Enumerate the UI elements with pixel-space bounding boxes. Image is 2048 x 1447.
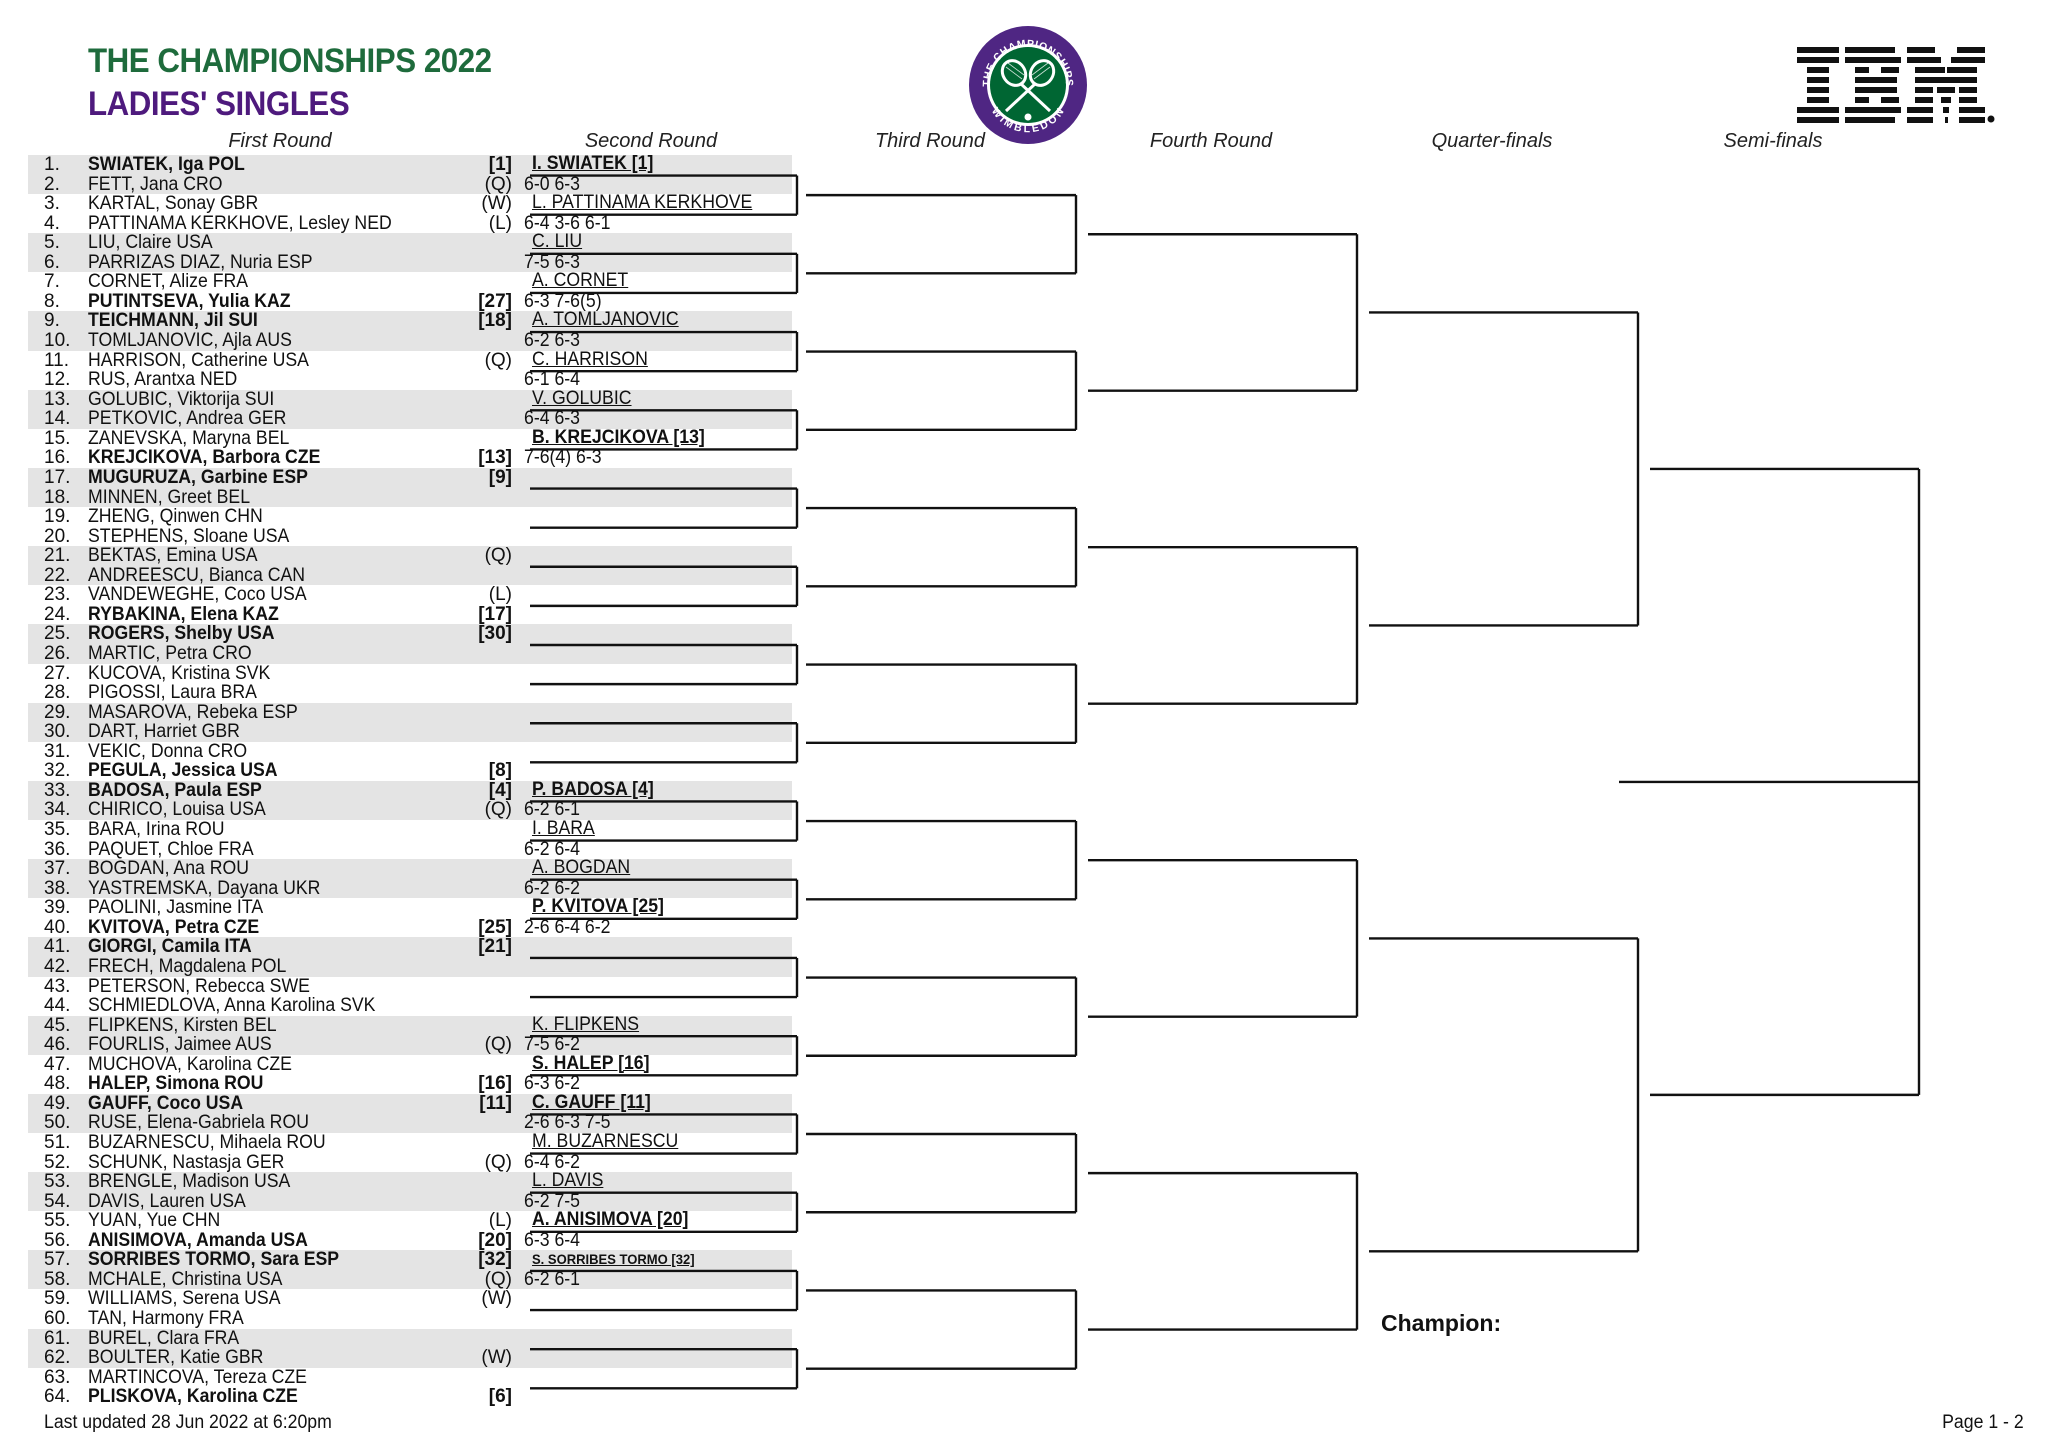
draw-number: 19. bbox=[44, 506, 71, 528]
seed-badge: [13] bbox=[478, 447, 512, 469]
player-name[interactable]: KREJCIKOVA, Barbora CZE bbox=[88, 447, 321, 469]
draw-number: 56. bbox=[44, 1229, 71, 1251]
player-row bbox=[0, 426, 2048, 449]
player-name[interactable]: SWIATEK, Iga POL bbox=[88, 154, 245, 175]
player-row bbox=[0, 1133, 2048, 1153]
player-row bbox=[0, 1387, 2048, 1407]
seed-badge: (W) bbox=[481, 193, 512, 215]
second-round-winner[interactable]: A. ANISIMOVA [20] bbox=[532, 1209, 689, 1231]
player-row bbox=[0, 683, 2048, 703]
second-round-score: 6-2 6-3 bbox=[524, 330, 580, 352]
draw-number: 44. bbox=[44, 995, 71, 1017]
player-row bbox=[0, 1035, 2048, 1055]
draw-number: 34. bbox=[44, 799, 71, 821]
seed-badge: (Q) bbox=[484, 173, 512, 195]
player-name[interactable]: WILLIAMS, Serena USA bbox=[88, 1288, 281, 1310]
seed-badge: [25] bbox=[478, 916, 512, 938]
second-round-score: 7-5 6-2 bbox=[524, 1034, 580, 1056]
draw-number: 49. bbox=[44, 1092, 71, 1114]
draw-number: 60. bbox=[44, 1308, 71, 1330]
player-name[interactable]: KARTAL, Sonay GBR bbox=[88, 193, 259, 215]
player-name[interactable]: ANDREESCU, Bianca CAN bbox=[88, 564, 306, 586]
draw-number: 35. bbox=[44, 819, 71, 841]
player-name[interactable]: DART, Harriet GBR bbox=[88, 721, 240, 743]
player-name[interactable]: BARA, Irina ROU bbox=[88, 819, 225, 841]
draw-number: 12. bbox=[44, 369, 71, 391]
player-name[interactable]: BADOSA, Paula ESP bbox=[88, 779, 262, 801]
second-round-winner[interactable]: C. GAUFF [11] bbox=[532, 1091, 651, 1113]
player-name[interactable]: PETKOVIC, Andrea GER bbox=[88, 408, 287, 430]
draw-number: 61. bbox=[44, 1327, 71, 1349]
player-name[interactable]: TAN, Harmony FRA bbox=[88, 1308, 244, 1330]
player-row bbox=[0, 272, 2048, 292]
player-name[interactable]: HALEP, Simona ROU bbox=[88, 1073, 264, 1095]
player-row bbox=[0, 1091, 2048, 1114]
second-round-score: 6-2 6-2 bbox=[524, 877, 580, 899]
draw-number: 32. bbox=[44, 760, 71, 782]
player-name[interactable]: YUAN, Yue CHN bbox=[88, 1210, 221, 1232]
draw-number: 38. bbox=[44, 877, 71, 899]
seed-badge: [9] bbox=[488, 466, 512, 488]
draw-number: 10. bbox=[44, 330, 71, 352]
player-name[interactable]: BRENGLE, Madison USA bbox=[88, 1171, 291, 1193]
second-round-winner[interactable]: A. BOGDAN bbox=[532, 857, 631, 879]
player-row bbox=[0, 996, 2048, 1016]
seed-badge: [27] bbox=[478, 290, 512, 312]
second-round-score: 6-2 6-4 bbox=[524, 838, 580, 860]
player-name[interactable]: FOURLIS, Jaimee AUS bbox=[88, 1034, 272, 1056]
draw-number: 48. bbox=[44, 1073, 71, 1095]
round-header: First Round bbox=[228, 130, 332, 152]
draw-number: 17. bbox=[44, 466, 71, 488]
player-name[interactable]: MASAROVA, Rebeka ESP bbox=[88, 701, 298, 723]
draw-number: 39. bbox=[44, 897, 71, 919]
player-name[interactable]: RUSE, Elena-Gabriela ROU bbox=[88, 1112, 309, 1134]
draw-number: 41. bbox=[44, 936, 71, 958]
second-round-winner[interactable]: M. BUZARNESCU bbox=[532, 1131, 679, 1152]
player-row bbox=[0, 1153, 2048, 1173]
player-name[interactable]: STEPHENS, Sloane USA bbox=[88, 525, 290, 547]
second-round-score: 6-3 6-4 bbox=[524, 1229, 580, 1251]
second-round-score: 6-4 6-3 bbox=[524, 408, 580, 430]
draw-number: 15. bbox=[44, 427, 71, 449]
draw-number: 13. bbox=[44, 388, 71, 410]
player-row bbox=[0, 703, 2048, 723]
draw-number: 1. bbox=[44, 154, 60, 175]
player-name[interactable]: TEICHMANN, Jil SUI bbox=[88, 310, 258, 332]
player-row bbox=[0, 233, 2048, 253]
player-row bbox=[0, 1013, 2048, 1036]
seed-badge: (W) bbox=[481, 1288, 512, 1310]
player-row bbox=[0, 214, 2048, 234]
player-name[interactable]: ROGERS, Shelby USA bbox=[88, 623, 275, 645]
event-title: LADIES' SINGLES bbox=[88, 85, 350, 123]
draw-number: 40. bbox=[44, 916, 71, 938]
svg-text:THE CHAMPIONSHIPS: THE CHAMPIONSHIPS bbox=[980, 37, 1076, 88]
player-row bbox=[0, 624, 2048, 644]
draw-number: 31. bbox=[44, 740, 71, 762]
seed-badge: [17] bbox=[478, 603, 512, 625]
draw-number: 46. bbox=[44, 1034, 71, 1056]
player-name[interactable]: ANISIMOVA, Amanda USA bbox=[88, 1229, 308, 1251]
seed-badge: [30] bbox=[478, 623, 512, 645]
draw-number: 63. bbox=[44, 1366, 71, 1388]
second-round-score: 6-2 7-5 bbox=[524, 1190, 580, 1212]
player-name[interactable]: CHIRICO, Louisa USA bbox=[88, 799, 266, 821]
player-row bbox=[0, 1113, 2048, 1133]
player-name[interactable]: RYBAKINA, Elena KAZ bbox=[88, 603, 279, 625]
second-round-score: 6-2 6-1 bbox=[524, 1268, 580, 1290]
player-name[interactable]: LIU, Claire USA bbox=[88, 232, 213, 254]
player-name[interactable]: PIGOSSI, Laura BRA bbox=[88, 682, 257, 704]
round-header: Semi-finals bbox=[1723, 130, 1823, 152]
seed-badge: [20] bbox=[478, 1229, 512, 1251]
second-round-score: 7-6(4) 6-3 bbox=[524, 447, 602, 469]
draw-number: 36. bbox=[44, 838, 71, 860]
player-name[interactable]: MCHALE, Christina USA bbox=[88, 1268, 283, 1290]
player-row bbox=[0, 1270, 2048, 1290]
player-row bbox=[0, 546, 2048, 566]
player-name[interactable]: PAQUET, Chloe FRA bbox=[88, 838, 254, 860]
second-round-score: 6-4 3-6 6-1 bbox=[524, 212, 611, 234]
player-name[interactable]: GIORGI, Camila ITA bbox=[88, 936, 252, 958]
player-name[interactable]: ZANEVSKA, Maryna BEL bbox=[88, 427, 290, 449]
player-name[interactable]: BEKTAS, Emina USA bbox=[88, 545, 258, 567]
draw-number: 27. bbox=[44, 662, 71, 684]
player-row bbox=[0, 859, 2048, 879]
player-row bbox=[0, 566, 2048, 586]
draw-number: 58. bbox=[44, 1268, 71, 1290]
draw-number: 55. bbox=[44, 1210, 71, 1232]
second-round-winner[interactable]: S. HALEP [16] bbox=[532, 1052, 650, 1074]
draw-number: 29. bbox=[44, 701, 71, 723]
player-name[interactable]: MUCHOVA, Karolina CZE bbox=[88, 1053, 292, 1075]
player-row bbox=[0, 1172, 2048, 1192]
player-row bbox=[0, 1231, 2048, 1251]
draw-number: 26. bbox=[44, 643, 71, 664]
player-name[interactable]: SCHUNK, Nastasja GER bbox=[88, 1151, 285, 1173]
player-name[interactable]: PARRIZAS DIAZ, Nuria ESP bbox=[88, 251, 313, 273]
player-row bbox=[0, 348, 2048, 371]
player-row bbox=[0, 468, 2048, 488]
player-name[interactable]: SORRIBES TORMO, Sara ESP bbox=[88, 1249, 340, 1271]
second-round-winner[interactable]: K. FLIPKENS bbox=[532, 1013, 640, 1035]
draw-number: 6. bbox=[44, 251, 60, 273]
player-name[interactable]: PETERSON, Rebecca SWE bbox=[88, 975, 310, 997]
draw-number: 21. bbox=[44, 545, 71, 567]
player-row bbox=[0, 292, 2048, 312]
last-updated: Last updated 28 Jun 2022 at 6:20pm bbox=[44, 1412, 332, 1433]
player-row bbox=[0, 370, 2048, 390]
draw-number: 47. bbox=[44, 1053, 71, 1075]
draw-number: 16. bbox=[44, 447, 71, 469]
player-name[interactable]: ZHENG, Qinwen CHN bbox=[88, 506, 263, 528]
player-row bbox=[0, 507, 2048, 527]
second-round-winner[interactable]: C. HARRISON bbox=[532, 348, 648, 370]
second-round-winner[interactable]: A. CORNET bbox=[532, 270, 629, 292]
player-row bbox=[0, 778, 2048, 801]
draw-number: 22. bbox=[44, 564, 71, 586]
second-round-winner[interactable]: P. BADOSA [4] bbox=[532, 778, 654, 800]
seed-badge: [6] bbox=[488, 1386, 512, 1408]
player-row bbox=[0, 1289, 2048, 1309]
second-round-winner[interactable]: L. DAVIS bbox=[532, 1170, 604, 1192]
player-row bbox=[0, 1192, 2048, 1212]
draw-number: 8. bbox=[44, 290, 60, 312]
player-row bbox=[0, 585, 2048, 605]
seed-badge: (Q) bbox=[484, 1268, 512, 1290]
round-header: Third Round bbox=[874, 130, 986, 152]
player-row bbox=[0, 1074, 2048, 1094]
draw-number: 14. bbox=[44, 408, 71, 430]
second-round-winner[interactable]: S. SORRIBES TORMO [32] bbox=[532, 1251, 695, 1268]
player-row bbox=[0, 448, 2048, 468]
seed-badge: (L) bbox=[488, 584, 512, 606]
second-round-winner[interactable]: I. SWIATEK [1] bbox=[532, 153, 654, 174]
draw-number: 43. bbox=[44, 975, 71, 997]
player-row bbox=[0, 1052, 2048, 1075]
player-row bbox=[0, 722, 2048, 742]
player-row bbox=[0, 1250, 2048, 1270]
player-name[interactable]: BOGDAN, Ana ROU bbox=[88, 858, 250, 880]
second-round-score: 2-6 6-4 6-2 bbox=[524, 916, 611, 938]
second-round-winner[interactable]: B. KREJCIKOVA [13] bbox=[532, 426, 705, 448]
player-name[interactable]: MUGURUZA, Garbine ESP bbox=[88, 466, 308, 488]
round-header: Quarter-finals bbox=[1431, 130, 1553, 152]
draw-number: 3. bbox=[44, 193, 60, 215]
player-row bbox=[0, 605, 2048, 625]
player-name[interactable]: TOMLJANOVIC, Ajla AUS bbox=[88, 330, 292, 352]
draw-number: 52. bbox=[44, 1151, 71, 1173]
draw-number: 2. bbox=[44, 173, 60, 195]
player-row bbox=[0, 937, 2048, 957]
player-row bbox=[0, 1368, 2048, 1388]
draw-number: 57. bbox=[44, 1249, 71, 1271]
seed-badge: (Q) bbox=[484, 1034, 512, 1056]
second-round-score: 2-6 6-3 7-5 bbox=[524, 1112, 611, 1134]
second-round-winner[interactable]: P. KVITOVA [25] bbox=[532, 896, 664, 918]
player-name[interactable]: PLISKOVA, Karolina CZE bbox=[88, 1386, 298, 1408]
draw-number: 18. bbox=[44, 486, 71, 508]
seed-badge: (Q) bbox=[484, 799, 512, 821]
draw-number: 51. bbox=[44, 1132, 71, 1153]
draw-number: 24. bbox=[44, 603, 71, 625]
championships-title: THE CHAMPIONSHIPS 2022 bbox=[88, 42, 492, 80]
draw-number: 62. bbox=[44, 1347, 71, 1369]
player-name[interactable]: SCHMIEDLOVA, Anna Karolina SVK bbox=[88, 995, 376, 1017]
draw-number: 4. bbox=[44, 212, 60, 234]
second-round-winner[interactable]: A. TOMLJANOVIC bbox=[532, 309, 679, 331]
seed-badge: (W) bbox=[481, 1347, 512, 1369]
seed-badge: [32] bbox=[478, 1249, 512, 1271]
draw-number: 50. bbox=[44, 1112, 71, 1134]
draw-number: 59. bbox=[44, 1288, 71, 1310]
draw-number: 25. bbox=[44, 623, 71, 645]
draw-number: 64. bbox=[44, 1386, 71, 1408]
second-round-score: 6-0 6-3 bbox=[524, 173, 580, 195]
draw-number: 54. bbox=[44, 1190, 71, 1212]
second-round-score: 6-3 7-6(5) bbox=[524, 290, 602, 312]
draw-number: 37. bbox=[44, 858, 71, 880]
player-row bbox=[0, 664, 2048, 684]
draw-number: 30. bbox=[44, 721, 71, 743]
second-round-score: 6-3 6-2 bbox=[524, 1073, 580, 1095]
second-round-winner[interactable]: I. BARA bbox=[532, 818, 595, 840]
draw-number: 23. bbox=[44, 584, 71, 606]
seed-badge: (Q) bbox=[484, 545, 512, 567]
seed-badge: [11] bbox=[479, 1092, 512, 1114]
player-name[interactable]: KUCOVA, Kristina SVK bbox=[88, 662, 271, 684]
player-name[interactable]: VEKIC, Donna CRO bbox=[88, 740, 248, 762]
player-name[interactable]: RUS, Arantxa NED bbox=[88, 369, 238, 391]
player-row bbox=[0, 957, 2048, 977]
seed-badge: (L) bbox=[488, 212, 512, 234]
player-name[interactable]: BUREL, Clara FRA bbox=[88, 1327, 240, 1349]
seed-badge: [1] bbox=[488, 154, 512, 175]
player-row bbox=[0, 1329, 2048, 1349]
draw-number: 28. bbox=[44, 682, 71, 704]
player-name[interactable]: GAUFF, Coco USA bbox=[88, 1092, 244, 1114]
player-name[interactable]: FRECH, Magdalena POL bbox=[88, 955, 287, 977]
player-row bbox=[0, 409, 2048, 429]
round-header: Second Round bbox=[584, 130, 718, 152]
player-name[interactable]: CORNET, Alize FRA bbox=[88, 271, 249, 293]
draw-number: 5. bbox=[44, 232, 60, 254]
seed-badge: [4] bbox=[488, 779, 512, 801]
player-row bbox=[0, 761, 2048, 781]
player-name[interactable]: MINNEN, Greet BEL bbox=[88, 486, 251, 508]
player-name[interactable]: DAVIS, Lauren USA bbox=[88, 1190, 246, 1212]
player-row bbox=[0, 644, 2048, 664]
draw-number: 20. bbox=[44, 525, 71, 547]
second-round-score: 7-5 6-3 bbox=[524, 251, 580, 273]
player-row bbox=[0, 800, 2048, 820]
player-name[interactable]: KVITOVA, Petra CZE bbox=[88, 916, 260, 938]
round-header: Fourth Round bbox=[1149, 130, 1273, 152]
player-name[interactable]: MARTINCOVA, Tereza CZE bbox=[88, 1366, 307, 1388]
second-round-winner[interactable]: V. GOLUBIC bbox=[532, 387, 632, 409]
player-row bbox=[0, 840, 2048, 860]
player-row bbox=[0, 155, 2048, 175]
player-row bbox=[0, 820, 2048, 840]
seed-badge: (Q) bbox=[484, 349, 512, 371]
second-round-score: 6-4 6-2 bbox=[524, 1151, 580, 1173]
seed-badge: (Q) bbox=[484, 1151, 512, 1173]
seed-badge: (L) bbox=[488, 1210, 512, 1232]
player-name[interactable]: MARTIC, Petra CRO bbox=[88, 643, 252, 664]
player-row bbox=[0, 527, 2048, 547]
player-name[interactable]: VANDEWEGHE, Coco USA bbox=[88, 584, 307, 606]
player-name[interactable]: PEGULA, Jessica USA bbox=[88, 760, 278, 782]
player-row bbox=[0, 898, 2048, 918]
seed-badge: [16] bbox=[478, 1073, 512, 1095]
player-name[interactable]: PATTINAMA KERKHOVE, Lesley NED bbox=[88, 212, 392, 234]
seed-badge: [18] bbox=[478, 310, 512, 332]
player-name[interactable]: FETT, Jana CRO bbox=[88, 173, 223, 195]
player-row bbox=[0, 311, 2048, 331]
player-row bbox=[0, 1309, 2048, 1329]
seed-badge: [8] bbox=[488, 760, 512, 782]
draw-number: 7. bbox=[44, 271, 60, 293]
wimbledon-logo-icon bbox=[968, 25, 1088, 145]
player-name[interactable]: PAOLINI, Jasmine ITA bbox=[88, 897, 264, 919]
champion-label: Champion: bbox=[1381, 1310, 1502, 1336]
player-name[interactable]: HARRISON, Catherine USA bbox=[88, 349, 309, 371]
second-round-winner[interactable]: C. LIU bbox=[532, 231, 583, 253]
draw-number: 33. bbox=[44, 779, 71, 801]
svg-text:WIMBLEDON: WIMBLEDON bbox=[988, 105, 1068, 136]
player-row bbox=[0, 879, 2048, 899]
seed-badge: [21] bbox=[478, 936, 512, 958]
player-row bbox=[0, 387, 2048, 410]
player-name[interactable]: PUTINTSEVA, Yulia KAZ bbox=[88, 290, 291, 312]
player-row bbox=[0, 194, 2048, 214]
ibm-logo-icon bbox=[1797, 45, 1997, 125]
page-number: Page 1 - 2 bbox=[1942, 1412, 2024, 1433]
draw-number: 11. bbox=[44, 349, 70, 371]
player-name[interactable]: BUZARNESCU, Mihaela ROU bbox=[88, 1132, 326, 1153]
player-row bbox=[0, 1348, 2048, 1368]
player-name[interactable]: GOLUBIC, Viktorija SUI bbox=[88, 388, 275, 410]
player-row bbox=[0, 175, 2048, 195]
draw-number: 42. bbox=[44, 955, 71, 977]
player-name[interactable]: FLIPKENS, Kirsten BEL bbox=[88, 1014, 277, 1036]
player-name[interactable]: YASTREMSKA, Dayana UKR bbox=[88, 877, 321, 899]
player-row bbox=[0, 1211, 2048, 1231]
player-row bbox=[0, 488, 2048, 508]
player-row bbox=[0, 742, 2048, 762]
player-row bbox=[0, 253, 2048, 273]
player-name[interactable]: BOULTER, Katie GBR bbox=[88, 1347, 264, 1369]
draw-number: 53. bbox=[44, 1171, 71, 1193]
second-round-score: 6-2 6-1 bbox=[524, 799, 580, 821]
player-row bbox=[0, 977, 2048, 997]
second-round-score: 6-1 6-4 bbox=[524, 369, 580, 391]
second-round-winner[interactable]: L. PATTINAMA KERKHOVE bbox=[532, 192, 753, 214]
draw-number: 45. bbox=[44, 1014, 71, 1036]
draw-number: 9. bbox=[44, 310, 60, 332]
player-row bbox=[0, 918, 2048, 938]
player-row bbox=[0, 331, 2048, 351]
